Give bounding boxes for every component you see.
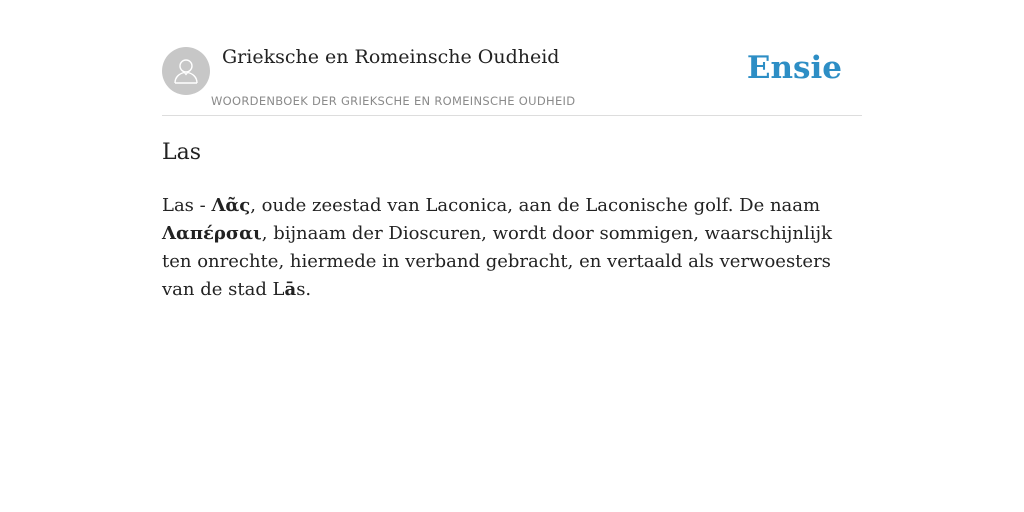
source-title[interactable]: Grieksche en Romeinsche Oudheid [222, 46, 560, 68]
entry-text-1: , oude zeestad van Laconica, aan de Laconische golf. De naam [250, 195, 821, 216]
avatar[interactable] [162, 47, 210, 95]
entry-lead: Las - [162, 195, 212, 216]
greek-term-lapersai: Λαπέρσαι [162, 223, 262, 244]
long-a-letter: ā [284, 279, 297, 300]
entry-text-2: , bijnaam der Dioscuren, wordt door sommigen, waarschijnlijk ten onrechte, hiermede in verband gebracht, en vertaald als verwoesters van de stad L [162, 223, 832, 300]
entry-text-3: s. [296, 279, 312, 300]
source-subtitle: WOORDENBOEK DER GRIEKSCHE EN ROMEINSCHE OUDHEID [211, 94, 576, 108]
source-header [162, 44, 862, 116]
greek-term-las: Λᾶς [211, 195, 251, 216]
user-icon [171, 56, 201, 86]
entry-body [162, 192, 862, 304]
ensie-logo[interactable]: Ensie [746, 50, 842, 86]
entry-title: Las [162, 140, 202, 165]
